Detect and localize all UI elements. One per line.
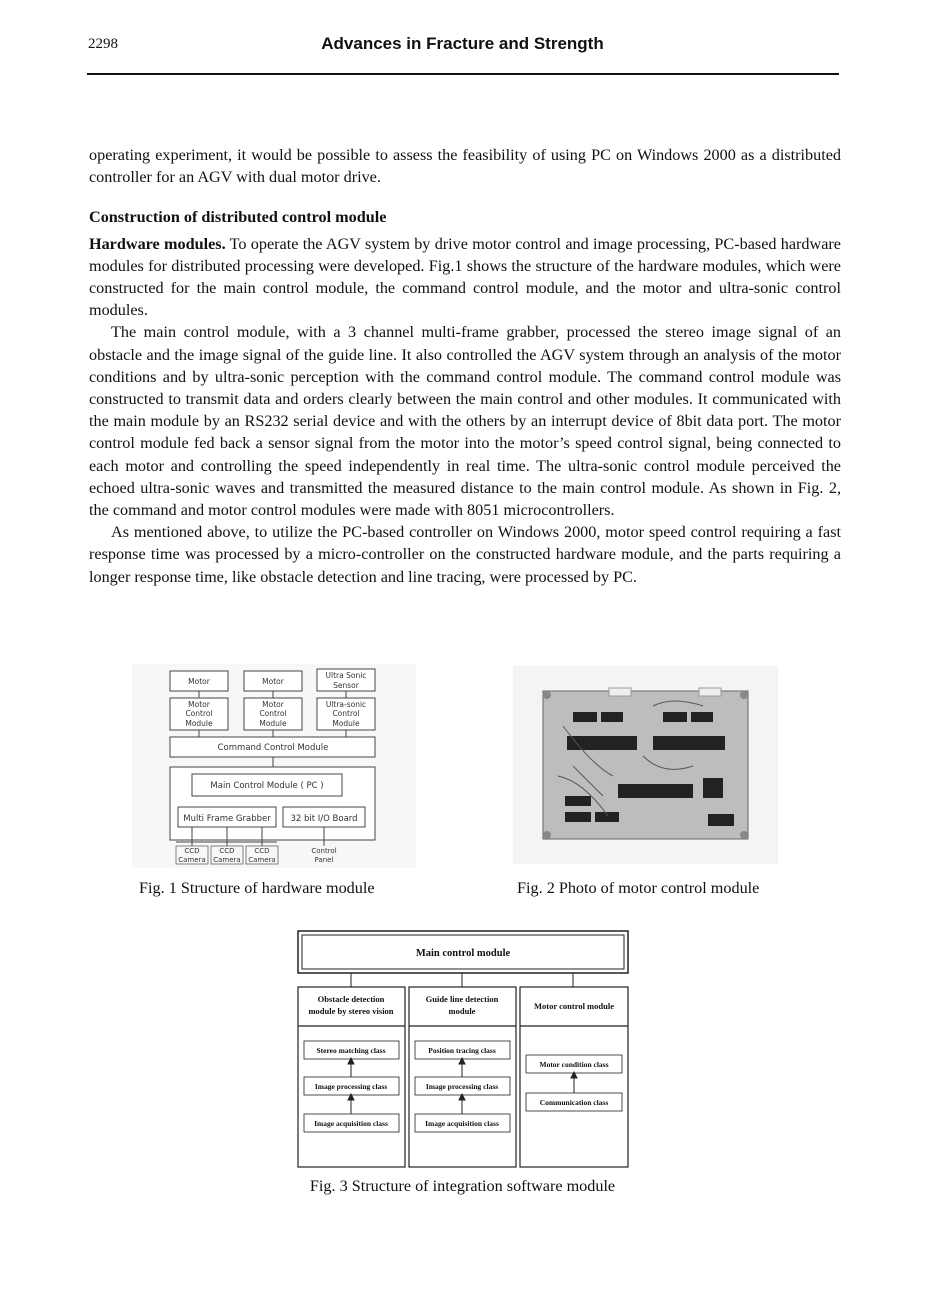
ucm-line3: Module — [332, 719, 360, 728]
image-processing-class-2: Image processing class — [425, 1082, 499, 1091]
header-rule — [87, 73, 839, 75]
motor-label-2: Motor — [262, 677, 284, 686]
cam2-line1: CCD — [219, 847, 235, 855]
circuit-board-illustration — [513, 666, 778, 864]
figure-3 — [297, 930, 629, 1168]
section-heading: Construction of distributed control module — [89, 208, 387, 227]
panel-line2: Panel — [314, 856, 334, 864]
main-label: Main Control Module ( PC ) — [210, 781, 324, 791]
ultrasonic-sensor-label-2: Sensor — [333, 681, 359, 690]
communication-class: Communication class — [539, 1098, 609, 1107]
mcm1-line3: Module — [185, 719, 213, 728]
paragraph-main-module: The main control module, with a 3 channel multi-frame grabber, processed the stereo image signal of an obstacle and the image signal of the guide line. It also controlled the AGV system through an analysis of the motor conditions and by ultra-sonic perception with the command control module. The command control module was constructed to transmit data and orders clearly between the main control and other modules. It communicated with the main module by an RS232 serial device and with the others by an interrupt device of 8bit data port. The motor control module fed back a sensor signal from the motor into the motor’s speed control signal, being connected to each motor and controlling the speed independently in real time. The ultra-sonic control module perceived the echoed ultra-sonic waves and transmitted the measured distance to the main control module. As shown in Fig. 2, the command and motor control modules were made with 8051 microcontrollers. — [89, 323, 841, 520]
cam3-line1: CCD — [254, 847, 270, 855]
body-text — [89, 144, 841, 588]
ucm-line2: Control — [332, 709, 360, 718]
io-label: 32 bit I/O Board — [290, 814, 358, 824]
chip-2 — [653, 736, 725, 750]
figure-3-caption: Fig. 3 Structure of integration software module — [309, 1177, 616, 1195]
image-processing-class-1: Image processing class — [314, 1082, 388, 1091]
panel-line1: Control — [311, 847, 337, 855]
stereo-matching-class: Stereo matching class — [316, 1046, 386, 1055]
ultrasonic-sensor-label-1: Ultra Sonic — [325, 671, 367, 680]
cam1-line1: CCD — [184, 847, 200, 855]
motor-condition-class: Motor condition class — [539, 1060, 609, 1069]
image-acquisition-class-2: Image acquisition class — [425, 1119, 499, 1128]
run-in-heading: Hardware modules. — [89, 234, 226, 253]
col1-title-line1: Obstacle detection — [317, 994, 385, 1004]
paragraph-as-mentioned: As mentioned above, to utilize the PC-based controller on Windows 2000, motor speed control requiring a fast response time was processed by a micro-controller on the constructed hardware module, and the parts requiring a longer response time, like obstacle detection and line tracing, were processed by PC. — [89, 523, 841, 586]
running-head-title: Advances in Fracture and Strength — [321, 34, 604, 53]
mcm2-line2: Control — [259, 709, 287, 718]
software-diagram — [297, 930, 629, 1168]
hardware-diagram — [132, 664, 416, 868]
cam3-line2: Camera — [248, 856, 276, 864]
main-module-label: Main control module — [415, 948, 511, 959]
col2-title-line2: module — [448, 1006, 476, 1016]
chip-3 — [618, 784, 693, 798]
paragraph-intro: operating experiment, it would be possible to assess the feasibility of using PC on Windows 2000 as a distributed controller for an AGV with dual motor drive. — [89, 146, 841, 187]
col2-title-line1: Guide line detection — [425, 994, 499, 1004]
command-label: Command Control Module — [217, 743, 329, 753]
ucm-line1: Ultra-sonic — [325, 700, 367, 709]
mcm2-line3: Module — [259, 719, 287, 728]
position-tracing-class: Position tracing class — [428, 1046, 496, 1055]
page-number: 2298 — [88, 36, 118, 52]
figure-2-caption: Fig. 2 Photo of motor control module — [517, 879, 760, 897]
mcm1-line1: Motor — [188, 700, 210, 709]
motor-label-1: Motor — [188, 677, 210, 686]
mcm1-line2: Control — [185, 709, 213, 718]
mcm2-line1: Motor — [262, 700, 284, 709]
cam2-line2: Camera — [213, 856, 241, 864]
col3-title: Motor control module — [534, 1001, 614, 1011]
image-acquisition-class-1: Image acquisition class — [314, 1119, 388, 1128]
cam1-line2: Camera — [178, 856, 206, 864]
figure-1 — [132, 664, 416, 868]
figure-2-photo — [513, 666, 778, 864]
grabber-label: Multi Frame Grabber — [183, 814, 271, 824]
paragraph-hardware-text: To operate the AGV system by drive motor control and image processing, PC-based hardware modules for distributed processing were developed. Fig.1 shows the structure of the hardware modules, which were constructed for the main control module, the command control module, and the motor and ultra-sonic control modules. — [89, 234, 841, 320]
paragraph-hardware — [89, 233, 841, 322]
col1-title-line2: module by stereo vision — [308, 1006, 394, 1016]
chip-1 — [567, 736, 637, 750]
figure-1-caption: Fig. 1 Structure of hardware module — [139, 879, 375, 897]
